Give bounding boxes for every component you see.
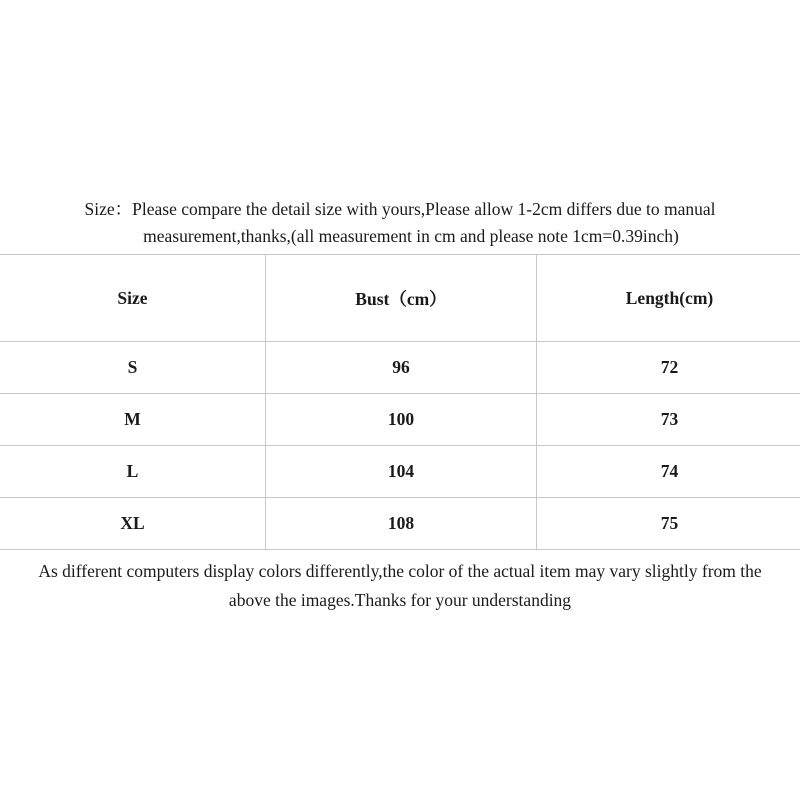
table-row [0, 498, 800, 550]
table-row [0, 394, 800, 446]
table-row [0, 342, 800, 394]
color-disclaimer-text [0, 557, 800, 615]
header-size: Size [0, 255, 266, 342]
note-line-2: above the images.Thanks for your understanding [228, 590, 572, 610]
cell-size: XL [0, 498, 266, 550]
cell-size: M [0, 394, 266, 446]
cell-bust: 104 [266, 446, 537, 498]
intro-line-2: measurement,thanks,(all measurement in cm and please note 1cm=0.39inch) [143, 226, 679, 246]
cell-bust: 96 [266, 342, 537, 394]
cell-size: S [0, 342, 266, 394]
intro-line-1: Size：Please compare the detail size with yours,Please allow 1-2cm differs due to manual [84, 199, 716, 219]
cell-bust: 100 [266, 394, 537, 446]
cell-length: 73 [537, 394, 800, 446]
cell-length: 72 [537, 342, 800, 394]
header-bust: Bust（cm） [266, 255, 537, 342]
note-line-1: As different computers display colors differently,the color of the actual item may vary slightly from the [38, 561, 762, 581]
table-row [0, 446, 800, 498]
header-length: Length(cm) [537, 255, 800, 342]
size-chart-table [0, 254, 800, 550]
cell-bust: 108 [266, 498, 537, 550]
size-intro-text [0, 196, 800, 250]
cell-length: 75 [537, 498, 800, 550]
cell-size: L [0, 446, 266, 498]
cell-length: 74 [537, 446, 800, 498]
table-header-row [0, 255, 800, 342]
